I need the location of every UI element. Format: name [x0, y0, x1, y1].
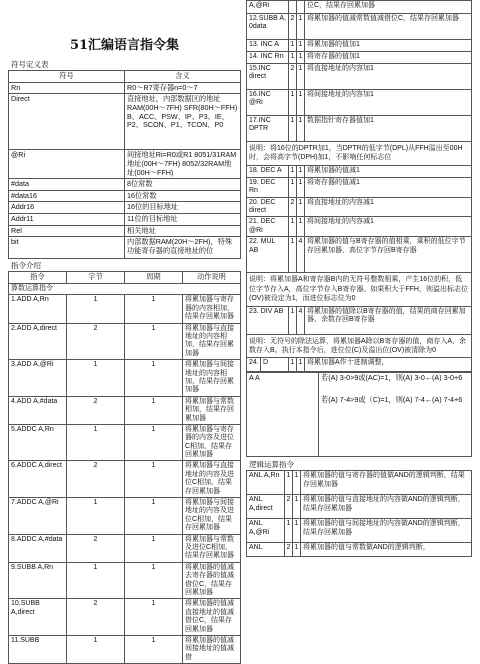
cycles-cell: 1	[125, 534, 183, 562]
symbol-cell: Addr16	[9, 202, 125, 214]
cycles-cell: 1	[297, 40, 305, 52]
bytes-cell: 1	[67, 498, 125, 535]
table-row	[247, 519, 472, 543]
col-desc-header: 动作说明	[183, 272, 241, 284]
table-row	[9, 190, 241, 202]
instr-cell: 23. DIV AB	[247, 306, 289, 334]
table-row	[9, 424, 241, 461]
bytes-cell: 1	[67, 635, 125, 663]
instr-cell: 7.ADDC A,@Ri	[9, 498, 67, 535]
bytes-cell: 1	[289, 52, 297, 64]
desc-cell: 将间接地址的内容减1	[305, 217, 472, 237]
cycles-cell: 1	[125, 360, 183, 397]
table-row	[247, 165, 472, 177]
table-row	[247, 306, 472, 334]
bytes-cell: 1	[289, 90, 297, 116]
desc-cell: 将累加器的值减直接地址的值减借位C，结果存回累加器	[183, 599, 241, 636]
instr-cell: 20. DEC direct	[247, 197, 289, 217]
page-title: 51汇编语言指令集	[69, 38, 180, 53]
table-row	[247, 373, 472, 457]
table-row	[9, 295, 241, 323]
bytes-cell: 2	[67, 323, 125, 360]
cycles-cell: 1	[125, 396, 183, 424]
instr-cell: ANL	[247, 543, 285, 557]
cycles-cell: 1	[297, 116, 305, 142]
cycles-cell: 1	[297, 14, 305, 40]
desc-cell: 将寄存器的值减1	[305, 177, 472, 197]
bytes-cell	[289, 1, 297, 14]
col-instr-header: 指令	[9, 272, 67, 284]
table-row	[9, 237, 241, 259]
cycles-cell: 1	[125, 498, 183, 535]
desc-cell: 将累加器与间接地址的内容相加，结果存回累加器	[183, 360, 241, 397]
arith-rows	[9, 295, 241, 664]
cycles-cell: 1	[125, 599, 183, 636]
bytes-cell: 1	[289, 217, 297, 237]
col-symbol-header: 符号	[9, 71, 125, 83]
instr-cell: 22. MUL AB	[247, 237, 289, 273]
meaning-cell: 16位的目标地址	[125, 202, 241, 214]
instr-cell: 15.INC direct	[247, 64, 289, 90]
desc-cell: 将直接地址的内容减1	[305, 197, 472, 217]
meaning-cell: 相关地址	[125, 225, 241, 237]
instr-cell: 16.INC @Ri	[247, 90, 289, 116]
table-row	[9, 396, 241, 424]
table-row	[247, 90, 472, 116]
cycles-cell: 1	[297, 177, 305, 197]
instr-cell: 11.SUBB	[9, 635, 67, 663]
symbol-table	[8, 70, 241, 259]
col-meaning-header: 含义	[125, 71, 241, 83]
instr-cell: 12.SUBB A, 0data	[247, 14, 289, 40]
instruction-table-dec	[246, 165, 472, 273]
table-row	[247, 64, 472, 90]
bytes-cell: 2	[67, 396, 125, 424]
daa-detail-table	[246, 372, 472, 457]
table-row	[9, 562, 241, 599]
desc-cell: 将间接地址的内容加1	[305, 90, 472, 116]
instr-cell: 5.ADDC A,Rn	[9, 424, 67, 461]
symbol-table-header	[9, 71, 241, 83]
table-row	[247, 116, 472, 142]
instr-cell: 19. DEC Rn	[247, 177, 289, 197]
table-row	[9, 498, 241, 535]
desc-cell: 将累加器与寄存器的内容及进位C相加，结果存回累加器	[183, 424, 241, 461]
instruction-table-div	[246, 306, 472, 335]
table-row	[247, 40, 472, 52]
bytes-cell: 1	[67, 295, 125, 323]
table-row	[9, 323, 241, 360]
logic-rows	[247, 471, 472, 557]
instruction-table-right	[246, 0, 472, 142]
cycles-cell: 1	[297, 165, 305, 177]
cycles-cell: 1	[293, 495, 301, 519]
table-row	[9, 461, 241, 498]
bytes-cell: 2	[67, 599, 125, 636]
cycles-cell: 1	[293, 519, 301, 543]
col-cycles-header: 周期	[125, 272, 183, 284]
instr-cell: ANL A,@Ri	[247, 519, 285, 543]
meaning-cell: 8位常数	[125, 179, 241, 191]
note-dptr: 说明：将16位的DPTR加1，当DPTR的低字节(DPL)从FFH溢出至00H时，会将高字节(DPH)加1，不影响任何标志位	[246, 142, 472, 165]
desc-cell: 将累加器的值与间接地址的内容做AND的逻辑判断，结果存回累加器	[301, 519, 472, 543]
bytes-cell: 2	[289, 197, 297, 217]
instr-cell: 2.ADD A,direct	[9, 323, 67, 360]
desc-cell: 将直接地址的内容加1	[305, 64, 472, 90]
table-row	[9, 179, 241, 191]
instr-cell: 17.INC DPTR	[247, 116, 289, 142]
instr-cell: 8.ADDC A,#data	[9, 534, 67, 562]
instr-cell: ANL A,Rn	[247, 471, 285, 495]
desc-cell: 将累加器的值与寄存器的值做AND的逻辑判断，结果存回累加器	[301, 471, 472, 495]
col-bytes-header: 字节	[67, 272, 125, 284]
bytes-cell: 1	[289, 40, 297, 52]
instr-cell: 9.SUBB A,Rn	[9, 562, 67, 599]
desc-cell: 将累加器与常数及进位C相加，结果存回累加器	[183, 534, 241, 562]
desc-cell: 数据指针寄存器值加1	[305, 116, 472, 142]
instr-cell: 4.ADD A,#data	[9, 396, 67, 424]
desc-cell: 将累加器的值与B寄存器的值相乘，乘积的低位字节存回累加器，高位字节存回B寄存器	[305, 237, 472, 273]
cycles-cell: 1	[297, 197, 305, 217]
symbol-table-heading: 符号定义表	[11, 60, 49, 69]
table-row	[247, 52, 472, 64]
bytes-cell: 2	[285, 495, 293, 519]
table-row	[9, 202, 241, 214]
inc-rows	[247, 1, 472, 142]
desc-cell: 位C，结果存回累加器	[305, 1, 472, 14]
bytes-cell: 1	[285, 519, 293, 543]
cycles-cell: 1	[125, 562, 183, 599]
dec-rows	[247, 165, 472, 272]
table-row	[247, 14, 472, 40]
instr-cell: 10.SUBB A,direct	[9, 599, 67, 636]
bytes-cell: 1	[289, 165, 297, 177]
bytes-cell: 1	[285, 471, 293, 495]
bytes-cell: 1	[67, 424, 125, 461]
desc-cell: 将累加器A作十进制调整，	[305, 358, 472, 372]
instr-cell: A,@Ri	[247, 1, 289, 14]
table-row	[9, 214, 241, 226]
table-row	[247, 197, 472, 217]
bytes-cell: 1	[67, 360, 125, 397]
table-row	[9, 635, 241, 663]
note-mul: 说明：将累加器A和寄存器B内的无符号整数相乘，产生16位的积，低位字节存入A，高位字节存入B寄存器。如果积大于FFH，则溢出标志位(OV)被设定为1，而进位标志位为0	[246, 273, 472, 305]
bytes-cell: 1	[289, 116, 297, 142]
instruction-heading: 指令介绍	[11, 261, 41, 271]
symbol-cell: @Ri	[9, 150, 125, 179]
table-row	[9, 599, 241, 636]
cycles-cell: 1	[293, 543, 301, 557]
right-column	[246, 0, 472, 557]
cycles-cell: 1	[297, 64, 305, 90]
symbol-cell: Direct	[9, 94, 125, 150]
instruction-table-logic	[246, 470, 472, 557]
desc-cell: 将累加器的值加1	[305, 40, 472, 52]
instr-cell: 3.ADD A,@Ri	[9, 360, 67, 397]
cycles-cell: 4	[297, 237, 305, 273]
desc-cell: 将累加器与间接地址的内容及进位C相加，结果存回累加器	[183, 498, 241, 535]
bytes-cell: 1	[289, 306, 297, 334]
instruction-table-left	[8, 271, 241, 664]
symbol-cell: bit	[9, 237, 125, 259]
cycles-cell: 1	[125, 323, 183, 360]
daa-line-2: 若(A) 7-4>9或（C)=1，则(A) 7-4←(A) 7-4+6	[321, 395, 463, 405]
table-row	[247, 217, 472, 237]
symbol-cell: #data16	[9, 190, 125, 202]
cycles-cell: 1	[297, 358, 305, 372]
instr-cell: 1.ADD A,Rn	[9, 295, 67, 323]
table-row	[9, 94, 241, 150]
cycles-cell: 1	[297, 52, 305, 64]
bytes-cell: 1	[289, 358, 297, 372]
meaning-cell: 间接地址Ri=R0或R1 8051/31RAM地址(00H～7FH) 8052/32RAM地址(00H～FFH)	[125, 150, 241, 179]
desc-cell: 将累加器的值减去寄存器的值减借位C，结果存回累加器	[183, 562, 241, 599]
cycles-cell: 1	[293, 471, 301, 495]
symbol-cell: Rn	[9, 82, 125, 94]
table-row	[9, 360, 241, 397]
bytes-cell: 1	[289, 237, 297, 273]
instruction-table-header	[9, 272, 241, 284]
daa-line-1: 若(A) 3-0>9或(AC)=1，则(A) 3-0←(A) 3-0+6	[321, 373, 463, 383]
cycles-cell: 1	[297, 217, 305, 237]
table-row	[247, 495, 472, 519]
table-row	[247, 358, 472, 372]
daa-rules-cell	[319, 373, 472, 457]
left-column	[8, 0, 241, 664]
instr-cell: 21. DEC @Ri	[247, 217, 289, 237]
instr-cell: 18. DEC A	[247, 165, 289, 177]
instr-cell: 14. INC Rn	[247, 52, 289, 64]
table-row	[247, 471, 472, 495]
cycles-cell	[297, 1, 305, 14]
bytes-cell: 2	[289, 64, 297, 90]
instr-cell: ANL A,direct	[247, 495, 285, 519]
desc-cell: 将累加器的值与直接地址的内容做AND的逻辑判断，结果存回累加器	[301, 495, 472, 519]
desc-cell: 将累加器的值与常数做AND的逻辑判断，	[301, 543, 472, 557]
table-row	[9, 150, 241, 179]
bytes-cell: 1	[67, 562, 125, 599]
bytes-cell: 1	[289, 177, 297, 197]
bytes-cell: 2	[285, 543, 293, 557]
desc-cell: 将累加器的值除以B寄存器的值，结果的商存回累加器，余数存回B寄存器	[305, 306, 472, 334]
meaning-cell: 内部数据RAM(20H～2FH)，特殊功能寄存器的直接地址的位	[125, 237, 241, 259]
desc-cell: 将累加器与直接地址的内容及进位C相加，结果存回累加器	[183, 461, 241, 498]
desc-cell: 将寄存器的值加1	[305, 52, 472, 64]
desc-cell: 将累加器的值减间接地址的值减借	[183, 635, 241, 663]
table-row	[9, 534, 241, 562]
table-row	[9, 82, 241, 94]
meaning-cell: 11位的目标地址	[125, 214, 241, 226]
table-row	[247, 177, 472, 197]
instr-cell: 13. INC A	[247, 40, 289, 52]
cycles-cell: 1	[125, 424, 183, 461]
desc-cell: 将累加器与寄存器的内容相加，结果存回累加器	[183, 295, 241, 323]
desc-cell: 将累加器的值减常数值减借位C，结果存回累加器	[305, 14, 472, 40]
desc-cell: 将累加器与直接地址的内容相加，结果存回累加器	[183, 323, 241, 360]
instruction-table-daa	[246, 357, 472, 372]
symbol-cell: #data	[9, 179, 125, 191]
instr-cell: 6.ADDC A,direct	[9, 461, 67, 498]
symbol-cell: Rel	[9, 225, 125, 237]
cycles-cell: 1	[297, 90, 305, 116]
logic-heading: 逻辑运算指令	[249, 460, 294, 470]
meaning-cell: 16位常数	[125, 190, 241, 202]
table-row	[247, 237, 472, 273]
meaning-cell: R0～R7寄存器n=0～7	[125, 82, 241, 94]
category-row	[9, 284, 241, 295]
bytes-cell: 2	[289, 14, 297, 40]
table-row	[247, 543, 472, 557]
symbol-cell: Addr11	[9, 214, 125, 226]
num-cell: 24.	[247, 358, 261, 372]
meaning-cell: 直接地址，内部数据区的地址 RAM(00H～7FH) SFR(80H～FFH) B、ACC、PSW、IP、P3、IE、P2、SCON、P1、TCON、P0	[125, 94, 241, 150]
desc-cell: 将累加器的值减1	[305, 165, 472, 177]
cycles-cell: 1	[125, 461, 183, 498]
daa-left-cell: A A	[247, 373, 319, 457]
arith-heading: 算数运算指令	[9, 284, 241, 295]
bytes-cell: 2	[67, 461, 125, 498]
table-row	[9, 225, 241, 237]
note-div: 说明：无符号的除法运算，将累加器A除以B寄存器的值，商存入A，余数存入B。执行本指令后，进位位(C)及溢出位(OV)被清除为0	[246, 335, 472, 358]
desc-cell: 将累加器与常数相加，结果存回累加器	[183, 396, 241, 424]
bytes-cell: 2	[67, 534, 125, 562]
instr-cell: D	[261, 358, 289, 372]
table-row	[247, 1, 472, 14]
cycles-cell: 1	[125, 295, 183, 323]
cycles-cell: 4	[297, 306, 305, 334]
cycles-cell: 1	[125, 635, 183, 663]
